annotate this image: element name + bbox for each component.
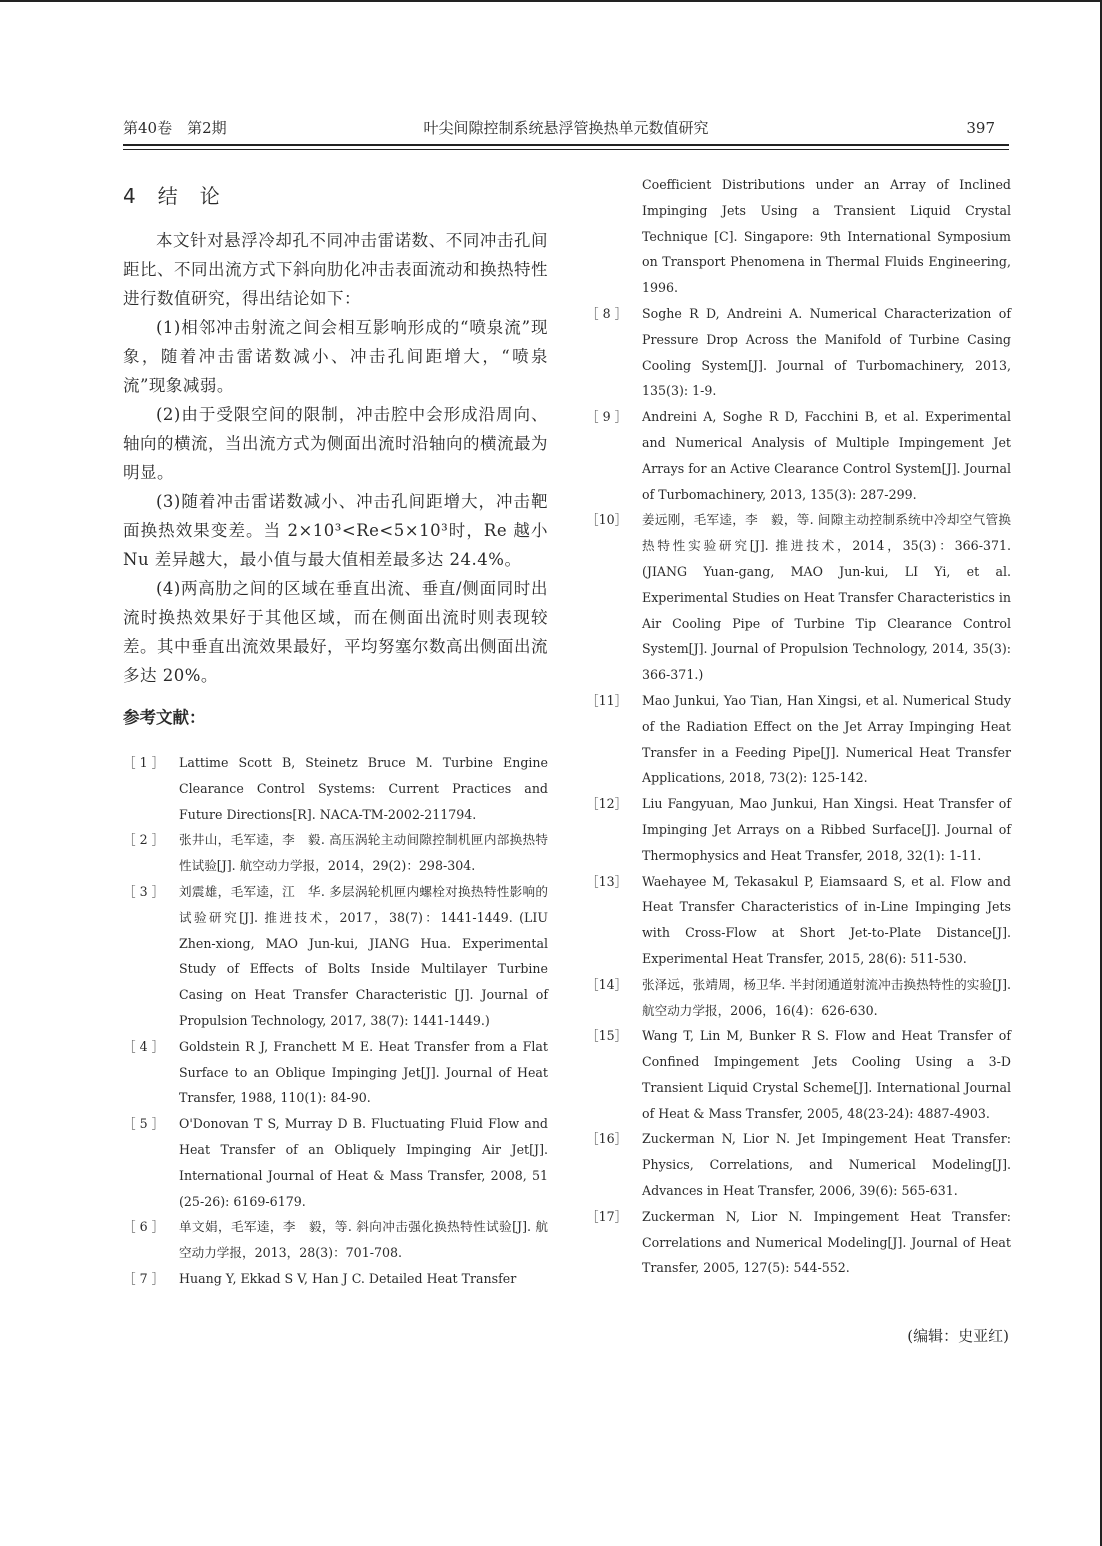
reference-text: Lattime Scott B, Steinetz Bruce M. Turbine Engine Clearance Control Systems: Current Practices and Future Directions[R]. NACA-TM-2002-211794. [179, 755, 548, 822]
reference-entry [123, 1266, 548, 1292]
reference-text: Wang T, Lin M, Bunker R S. Flow and Heat Transfer of Confined Impingement Jets Cooling Using a 3-D Transient Liquid Crystal Scheme[J]. International Journal of Heat & Mass Transfer, 2005, 48(23-24): 4887-4903. [642, 1028, 1011, 1121]
left-column [123, 178, 548, 1292]
reference-entry [123, 1214, 548, 1266]
reference-entry [586, 301, 1011, 404]
reference-number: ［ 3 ］ [123, 883, 165, 899]
reference-number: ［12］ [586, 796, 628, 812]
conclusion-item-2: (2)由于受限空间的限制，冲击腔中会形成沿周向、轴向的横流，当出流方式为侧面出流时沿轴向的横流最为明显。 [123, 405, 548, 482]
reference-entry [123, 1034, 548, 1111]
right-column [586, 172, 1011, 1281]
reference-text: 刘震雄，毛军逵，江 华. 多层涡轮机匣内螺栓对换热特性影响的试验研究[J]. 推进技术，2017，38(7)：1441-1449. (LIU Zhen-xiong, MAO Jun-kui, JIANG Hua. Experimental Study of Effects of Bolts Inside Multilayer Turbine Casing on Heat Transfer Characteristic [J]. Journal of Propulsion Technology, 2017, 38(7): 1441-1449.) [179, 883, 548, 1028]
reference-entry [586, 972, 1011, 1024]
journal-title: 叶尖间隙控制系统悬浮管换热单元数值研究 [423, 119, 709, 137]
reference-entry [586, 1023, 1011, 1126]
reference-number: ［ 2 ］ [123, 832, 165, 848]
reference-text: Huang Y, Ekkad S V, Han J C. Detailed Heat Transfer [179, 1270, 517, 1286]
reference-text: Zuckerman N, Lior N. Impingement Heat Transfer: Correlations and Numerical Modeling[J]. Journal of Heat Transfer, 2005, 127(5): 544-552. [642, 1208, 1011, 1276]
reference-number: ［ 5 ］ [123, 1116, 165, 1132]
reference-number: ［10］ [586, 512, 628, 528]
reference-number: ［11］ [586, 692, 628, 708]
reference-entry [123, 750, 548, 827]
reference-text: Coefficient Distributions under an Array of Inclined Impinging Jets Using a Transient Liquid Crystal Technique [C]. Singapore: 9th International Symposium on Transport Phenomena in Thermal Fluids Engineering, 1996. [642, 177, 1011, 296]
conclusion-item-3: (3)随着冲击雷诺数减小、冲击孔间距增大，冲击靶面换热效果变差。当 2×10³<Re<5×10³时，Re 越小 Nu 差异越大，最小值与最大值相差最多达 24.4%。 [123, 492, 548, 569]
reference-list-left [123, 750, 548, 1292]
reference-entry [123, 879, 548, 1034]
conclusion-item-4: (4)两高肋之间的区域在垂直出流、垂直/侧面同时出流时换热效果好于其他区域，而在侧面出流时则表现较差。其中垂直出流效果最好，平均努塞尔数高出侧面出流多达 20%。 [123, 579, 548, 685]
header-rule-thick [123, 144, 1009, 146]
reference-list-right [586, 172, 1011, 1281]
references-title: 参考文献： [123, 708, 206, 727]
reference-text: Waehayee M, Tekasakul P, Eiamsaard S, et al. Flow and Heat Transfer Characteristics of in-Line Impinging Jets with Cross-Flow at Short Jet-to-Plate Distance[J]. Experimental Heat Transfer, 2015, 28(6): 511-530. [642, 873, 1011, 966]
reference-number: ［17］ [586, 1208, 628, 1224]
reference-number: ［14］ [586, 976, 628, 992]
reference-entry [586, 1204, 1011, 1281]
reference-text: Mao Junkui, Yao Tian, Han Xingsi, et al. Numerical Study of the Radiation Effect on the Jet Array Impinging Heat Transfer in a Feeding Pipe[J]. Numerical Heat Transfer Applications, 2018, 73(2): 125-142. [642, 692, 1011, 786]
reference-entry [123, 1111, 548, 1214]
page-number: 397 [966, 119, 995, 137]
reference-entry [586, 688, 1011, 791]
reference-number: ［ 8 ］ [586, 305, 628, 321]
reference-text: Goldstein R J, Franchett M E. Heat Transfer from a Flat Surface to an Oblique Impinging Jet[J]. Journal of Heat Transfer, 1988, 110(1): 84-90. [179, 1038, 548, 1106]
reference-number: ［ 9 ］ [586, 409, 628, 425]
reference-entry [586, 869, 1011, 972]
reference-number: ［13］ [586, 873, 628, 889]
header-rule-thin [123, 149, 1009, 150]
reference-number: ［ 6 ］ [123, 1219, 165, 1235]
reference-number: ［ 7 ］ [123, 1270, 165, 1286]
reference-text: Zuckerman N, Lior N. Jet Impingement Heat Transfer: Physics, Correlations, and Numerical Modeling[J]. Advances in Heat Transfer, 2006, 39(6): 565-631. [642, 1131, 1011, 1199]
volume-issue: 第40卷 第2期 [123, 119, 227, 137]
reference-text: 姜远刚，毛军逵，李 毅，等. 间隙主动控制系统中冷却空气管换热特性实验研究[J]. 推进技术，2014，35(3)：366-371. (JIANG Yuan-gang, MAO Jun-kui, LI Yi, et al. Experimental Studies on Heat Transfer Characteristics in Air Cooling Pipe of Turbine Tip Clearance Control System[J]. Journal of Propulsion Technology, 2014, 35(3): 366-371.) [642, 512, 1011, 683]
reference-text: 张井山，毛军逵，李 毅. 高压涡轮主动间隙控制机匣内部换热特性试验[J]. 航空动力学报，2014，29(2)：298-304. [179, 832, 548, 874]
reference-entry [586, 791, 1011, 868]
reference-entry [586, 172, 1011, 301]
reference-number: ［ 4 ］ [123, 1038, 165, 1054]
section-heading: 4 结 论 [123, 184, 221, 208]
reference-text: O'Donovan T S, Murray D B. Fluctuating Fluid Flow and Heat Transfer of an Obliquely Impinging Air Jet[J]. International Journal of Heat & Mass Transfer, 2008, 51 (25-26): 6169-6179. [179, 1116, 548, 1209]
reference-number: ［15］ [586, 1028, 628, 1044]
crop-mark-top [0, 0, 1102, 2]
reference-entry [586, 1126, 1011, 1203]
reference-text: Soghe R D, Andreini A. Numerical Characterization of Pressure Drop Across the Manifold of Turbine Casing Cooling System[J]. Journal of Turbomachinery, 2013, 135(3): 1-9. [642, 305, 1011, 399]
reference-text: Andreini A, Soghe R D, Facchini B, et al. Experimental and Numerical Analysis of Multiple Impingement Jet Arrays for an Active Clearance Control System[J]. Journal of Turbomachinery, 2013, 135(3): 287-299. [642, 409, 1011, 502]
reference-text: 张泽远，张靖周，杨卫华. 半封闭通道射流冲击换热特性的实验[J]. 航空动力学报，2006，16(4)：626-630. [642, 976, 1011, 1018]
reference-number: ［ 1 ］ [123, 755, 165, 770]
reference-number: ［16］ [586, 1131, 628, 1147]
reference-entry [123, 827, 548, 879]
editor-note: (编辑：史亚红) [907, 1327, 1009, 1345]
running-head [123, 114, 1009, 142]
conclusion-item-1: (1)相邻冲击射流之间会相互影响形成的“喷泉流”现象，随着冲击雷诺数减小、冲击孔间距增大，“喷泉流”现象减弱。 [123, 318, 548, 395]
reference-text: Liu Fangyuan, Mao Junkui, Han Xingsi. Heat Transfer of Impinging Jet Arrays on a Ribbed Surface[J]. Journal of Thermophysics and Heat Transfer, 2018, 32(1): 1-11. [642, 796, 1011, 863]
reference-text: 单文娟，毛军逵，李 毅，等. 斜向冲击强化换热特性试验[J]. 航空动力学报，2013，28(3)：701-708. [179, 1219, 548, 1261]
conclusion-intro: 本文针对悬浮冷却孔不同冲击雷诺数、不同冲击孔间距比、不同出流方式下斜向肋化冲击表面流动和换热特性进行数值研究，得出结论如下： [123, 231, 548, 308]
reference-entry [586, 507, 1011, 688]
reference-entry [586, 404, 1011, 507]
